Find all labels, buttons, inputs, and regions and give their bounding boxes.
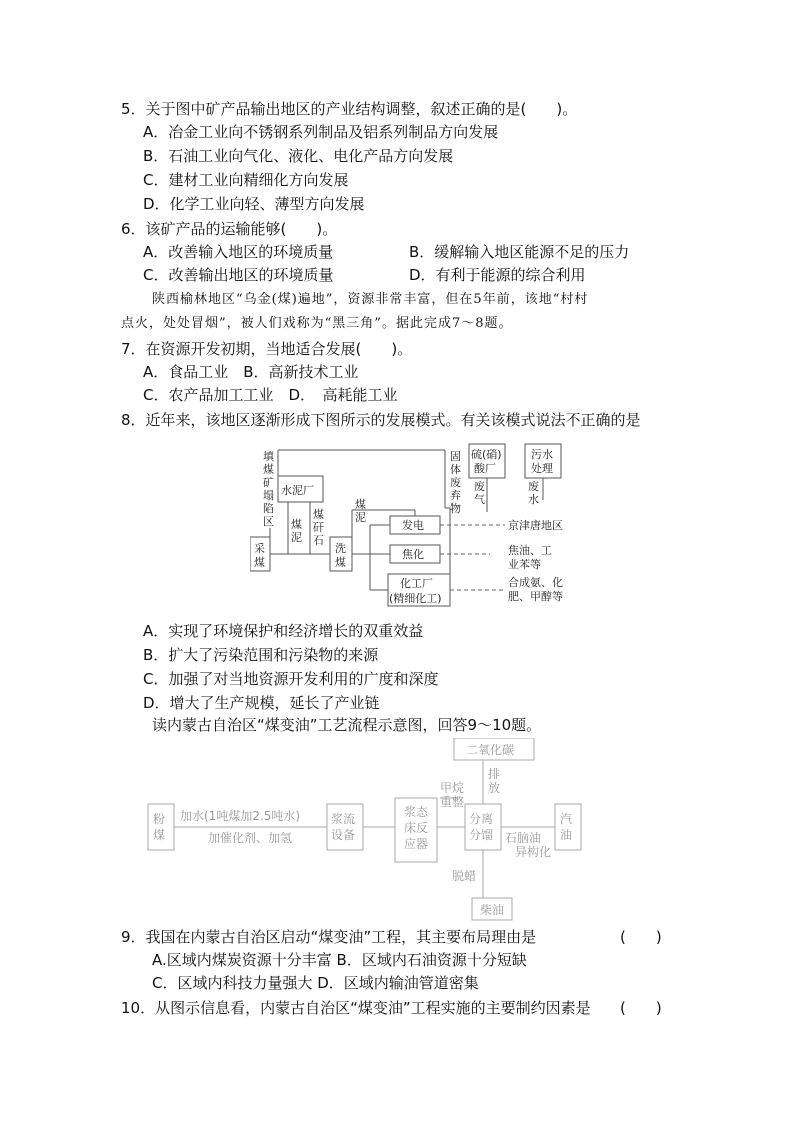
fill-area-label-3: 矿 [263, 476, 274, 489]
dewax-label: 脱蜡 [452, 869, 477, 883]
q6-option-c: C．改善输出地区的环境质量 [143, 266, 334, 284]
coal-mud2-1: 煤 [355, 498, 366, 511]
q5-stem: 5．关于图中矿产品输出地区的产业结构调整，叙述正确的是( )。 [121, 100, 578, 118]
coal-washing-1: 洗 [335, 542, 346, 555]
discharge-1: 排 [488, 767, 501, 781]
solid-waste-4: 弃 [450, 489, 461, 502]
q10-answer-paren: ( ) [620, 999, 662, 1017]
gangue-3: 石 [313, 534, 324, 547]
coal-mining-1: 采 [254, 542, 265, 555]
q9-stem: 9．我国在内蒙古自治区启动“煤变油”工程，其主要布局理由是 [121, 928, 537, 946]
q6-option-b: B．缓解输入地区能源不足的压力 [409, 243, 630, 261]
reactor-1: 浆态 [404, 805, 429, 819]
separation-1: 分离 [469, 812, 494, 826]
add-water-label: 加水(1吨煤加2.5吨水) [180, 809, 301, 823]
coal-mining-2: 煤 [254, 556, 265, 569]
q5-option-d: D．化学工业向轻、薄型方向发展 [143, 195, 365, 213]
q5-option-b: B．石油工业向气化、液化、电化产品方向发展 [143, 147, 454, 165]
methane-reforming-1: 甲烷 [440, 781, 465, 795]
co2-box: 二氧化碳 [466, 743, 515, 757]
separation-2: 分馏 [469, 828, 494, 842]
intro-7-8-line2: 点火，处处冒烟”，被人们戏称为“黑三角”。据此完成7～8题。 [121, 316, 513, 331]
discharge-2: 放 [488, 781, 501, 795]
waste-gas-2: 气 [474, 493, 485, 506]
slurry-equipment-1: 浆流 [331, 812, 356, 826]
intro-7-8-line1: 陕西榆林地区“乌金(煤)遍地”，资源非常丰富，但在5年前，该地“村村 [152, 292, 589, 307]
coal-to-oil-process-diagram [140, 738, 590, 923]
q8-option-c: C．加强了对当地资源开发利用的广度和深度 [143, 670, 439, 688]
coking: 焦化 [402, 548, 424, 561]
coal-mud-2: 泥 [291, 531, 302, 544]
output-coke-2: 业苯等 [508, 558, 541, 571]
output-coke-1: 焦油、工 [508, 544, 552, 557]
gangue-1: 煤 [313, 508, 324, 521]
q6-stem: 6．该矿产品的运输能够( )。 [121, 220, 338, 238]
q9-answer-paren: ( ) [620, 928, 662, 946]
solid-waste-3: 废 [450, 476, 461, 489]
q6-option-a: A．改善输入地区的环境质量 [143, 243, 334, 261]
q7-options-ab: A．食品工业 B．高新技术工业 [143, 363, 359, 381]
gasoline-1: 汽 [560, 812, 573, 826]
coal-industry-chain-diagram [250, 440, 610, 610]
naphtha-2: 异构化 [515, 845, 552, 859]
waste-gas-1: 废 [474, 480, 485, 493]
q6-option-d: D．有利于能源的综合利用 [409, 266, 586, 284]
fill-area-label-2: 煤 [263, 463, 274, 476]
q8-option-d: D．增大了生产规模，延长了产业链 [143, 694, 380, 712]
q10-stem: 10．从图示信息看，内蒙古自治区“煤变油”工程实施的主要制约因素是 [121, 999, 591, 1017]
q8-option-a: A．实现了环境保护和经济增长的双重效益 [143, 622, 424, 640]
q5-option-a: A．冶金工业向不锈钢系列制品及铝系列制品方向发展 [143, 123, 499, 141]
cement-plant-box: 水泥厂 [281, 484, 314, 497]
sulfuric-acid-plant-1: 硫(硝) [471, 448, 502, 461]
output-power-region: 京津唐地区 [508, 519, 563, 532]
power-generation: 发电 [402, 519, 424, 532]
catalyst-label: 加催化剂、加氢 [208, 831, 293, 845]
coal-mud2-2: 泥 [355, 511, 366, 524]
solid-waste-1: 固 [450, 450, 461, 463]
waste-water-2: 水 [528, 493, 539, 506]
output-chem-1: 合成氨、化 [508, 576, 563, 589]
reactor-2: 床反 [404, 821, 429, 835]
slurry-equipment-2: 设备 [331, 828, 356, 842]
intro-9-10: 读内蒙古自治区“煤变油”工艺流程示意图，回答9～10题。 [152, 716, 542, 734]
chemical-plant-2: (精细化工) [389, 592, 442, 605]
gasoline-2: 油 [560, 828, 573, 842]
methane-reforming-2: 重整 [440, 795, 465, 809]
diesel-box: 柴油 [480, 903, 505, 917]
gangue-2: 矸 [313, 521, 324, 534]
fill-area-label-6: 区 [263, 515, 274, 528]
coal-mud-1: 煤 [291, 518, 302, 531]
fill-area-label-1: 填 [263, 450, 274, 463]
q9-options-ab: A.区域内煤炭资源十分丰富 B．区域内石油资源十分短缺 [152, 951, 527, 969]
coal-powder-2: 煤 [153, 828, 166, 842]
sewage-treatment-2: 处理 [531, 462, 553, 475]
solid-waste-5: 物 [450, 502, 461, 515]
coal-washing-2: 煤 [335, 556, 346, 569]
q5-option-c: C．建材工业向精细化方向发展 [143, 171, 349, 189]
fill-area-label-5: 陷 [263, 502, 274, 515]
q7-options-cd: C．农产品加工工业 D． 高耗能工业 [143, 386, 398, 404]
q8-stem: 8．近年来，该地区逐渐形成下图所示的发展模式。有关该模式说法不正确的是 [121, 411, 641, 429]
chemical-plant-1: 化工厂 [400, 577, 433, 590]
fill-area-label-4: 塌 [263, 489, 274, 502]
reactor-3: 应器 [404, 837, 429, 851]
naphtha-1: 石脑油 [505, 831, 542, 845]
q8-option-b: B．扩大了污染范围和污染物的来源 [143, 646, 379, 664]
q7-stem: 7．在资源开发初期，当地适合发展( )。 [121, 340, 413, 358]
coal-powder-1: 粉 [153, 812, 166, 826]
waste-water-1: 废 [528, 480, 539, 493]
output-chem-2: 肥、甲醇等 [508, 590, 563, 603]
sewage-treatment-1: 污水 [531, 448, 553, 461]
sulfuric-acid-plant-2: 酸厂 [474, 462, 496, 475]
q9-options-cd: C．区域内科技力量强大 D．区域内输油管道密集 [152, 974, 479, 992]
solid-waste-2: 体 [450, 463, 461, 476]
